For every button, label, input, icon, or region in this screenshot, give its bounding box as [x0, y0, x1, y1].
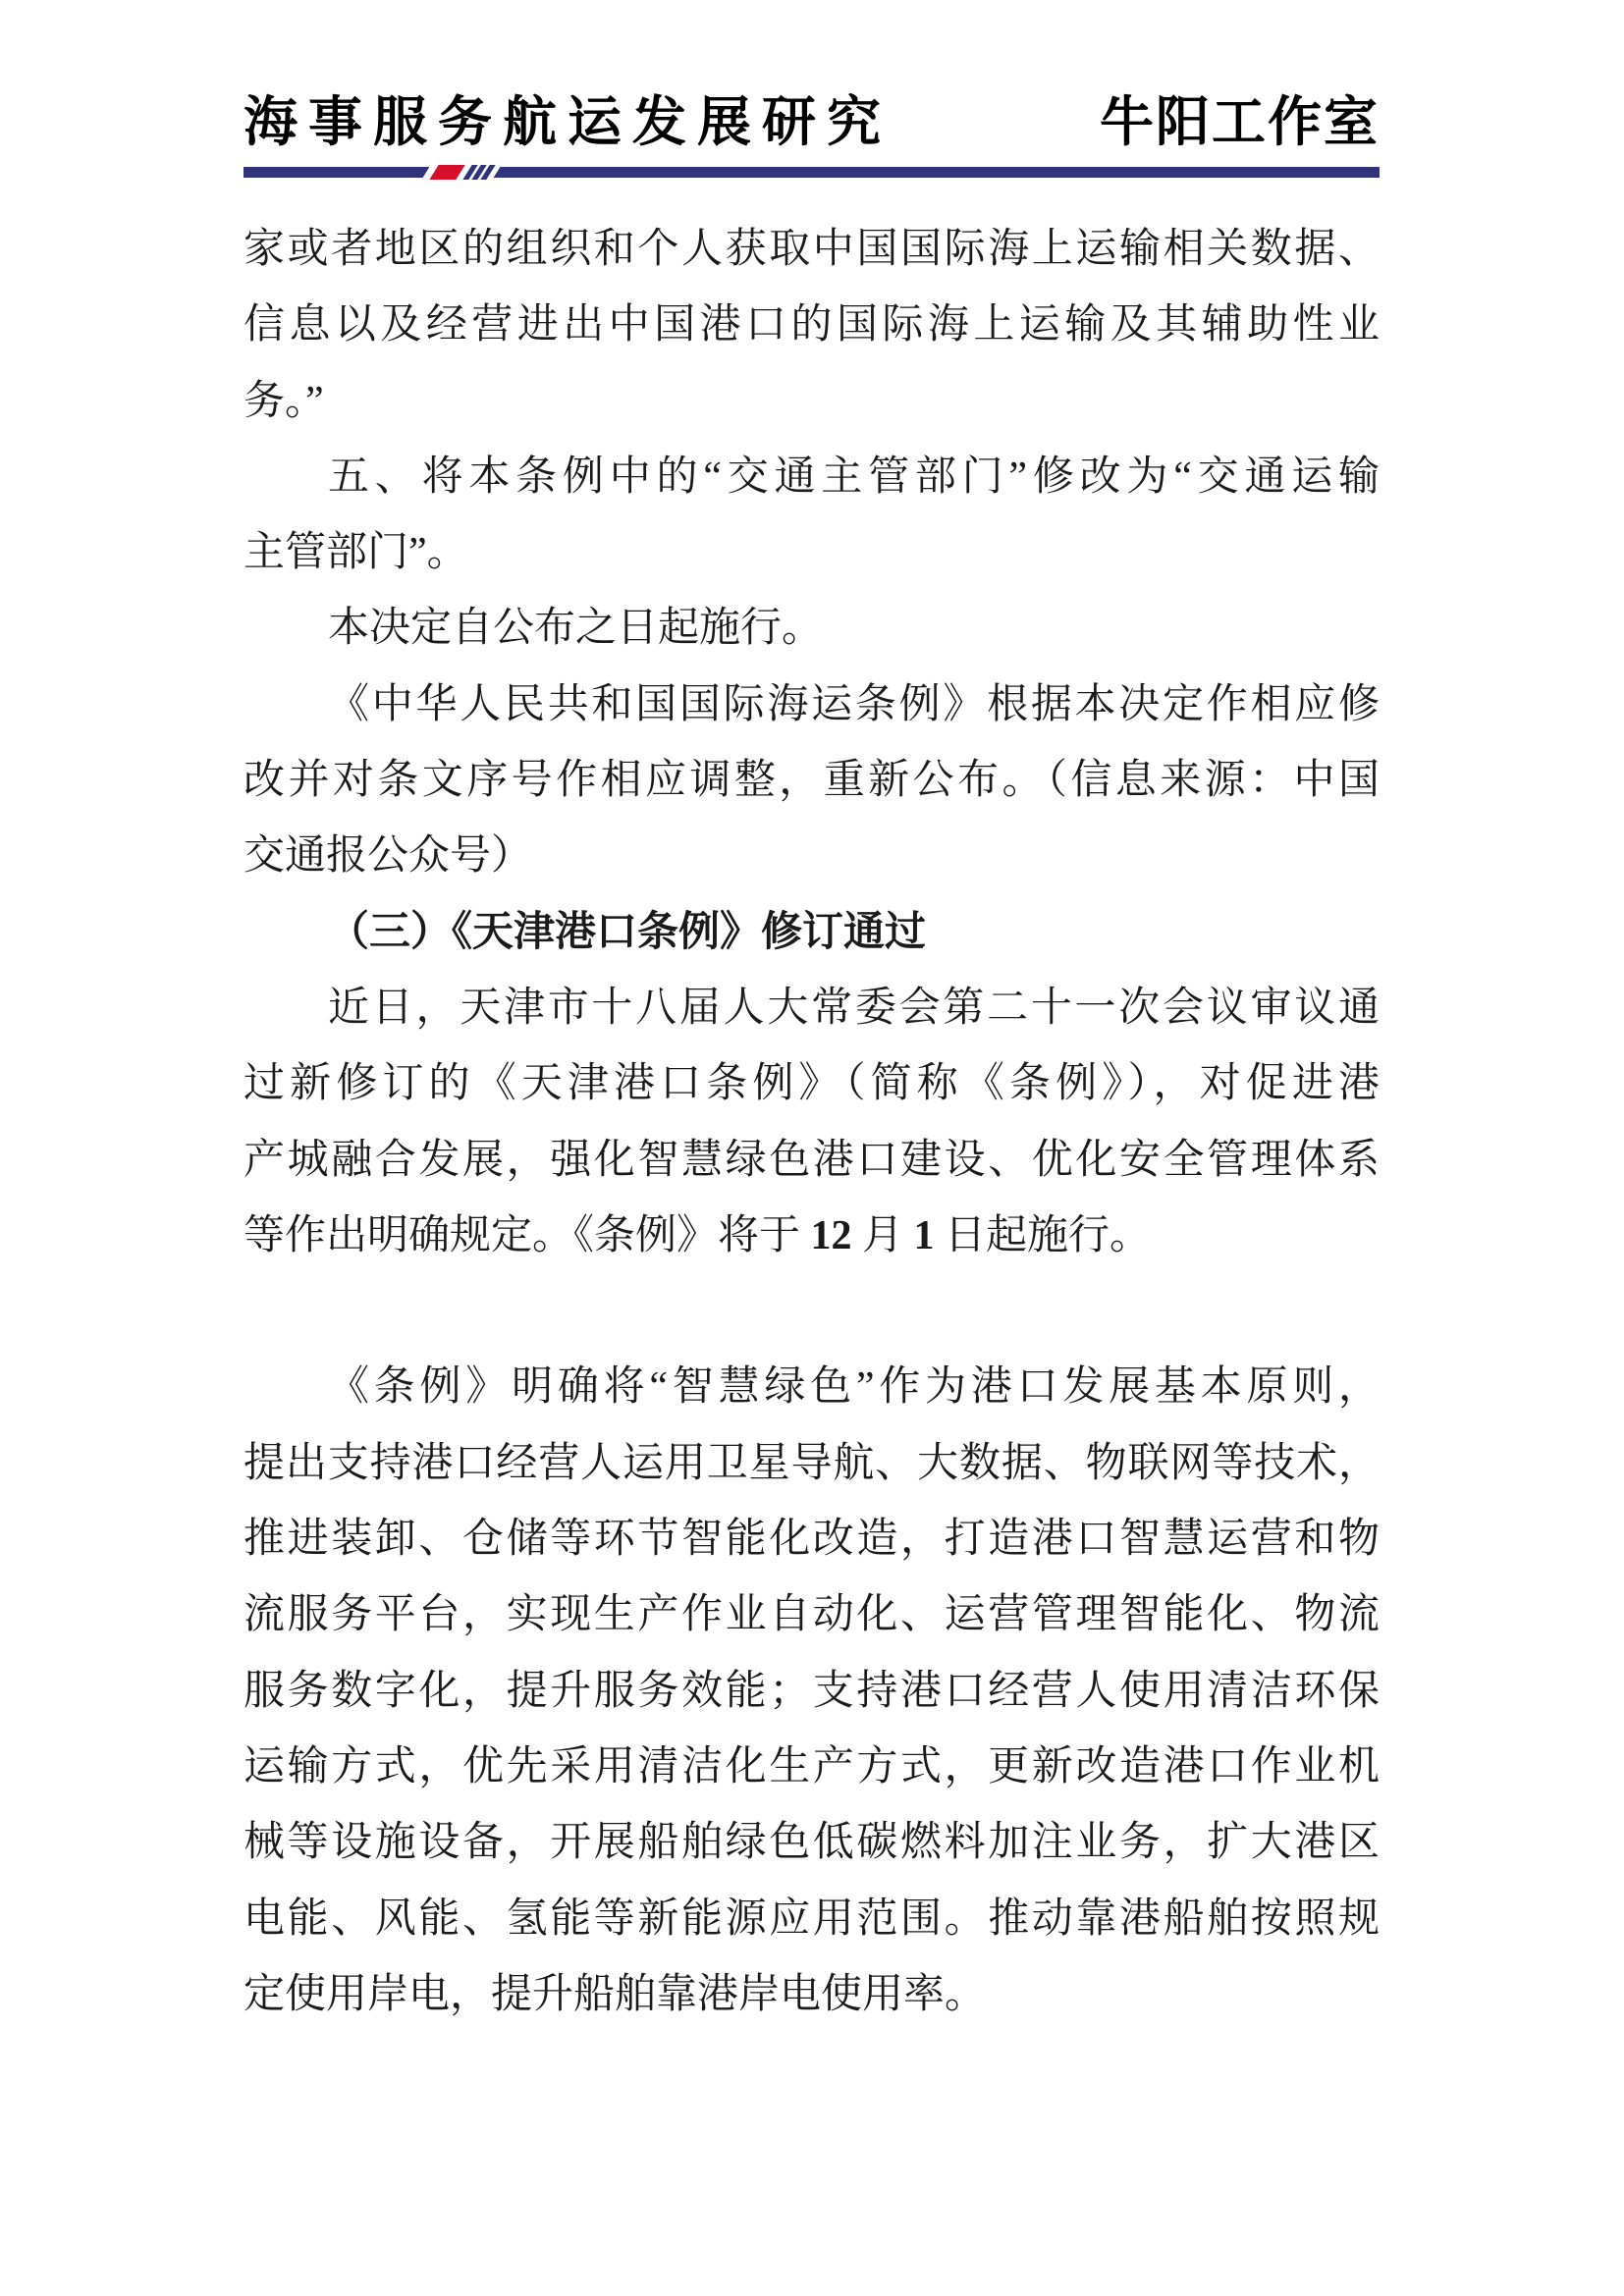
text-segment: 日起施行。: [934, 1212, 1152, 1258]
text-line: （三）《天津港口条例》修订通过: [328, 909, 927, 955]
text-line: 五、将本条例中的“交通主管部门”修改为“交通运输: [328, 454, 1380, 500]
text-line: 信息以及经营进出中国港口的国际海上运输及其辅助性业: [244, 302, 1380, 348]
text-line: 主管部门”。: [244, 530, 468, 576]
bold-number: 1: [913, 1212, 935, 1258]
text-line: 《中华人民共和国国际海运条例》根据本决定作相应修: [328, 681, 1380, 727]
text-line: 过新修订的《天津港口条例》（简称《条例》），对促进港: [244, 1061, 1380, 1107]
text-line: 推进装卸、仓储等环节智能化改造，打造港口智慧运营和物: [244, 1517, 1380, 1563]
text-segment: 等作出明确规定。《条例》将于: [244, 1212, 811, 1258]
text-line: 服务数字化，提升服务效能；支持港口经营人使用清洁环保: [244, 1668, 1380, 1714]
header-left-title: 海事服务航运发展研究: [244, 91, 893, 152]
text-line: [244, 1199, 1380, 1274]
text-line: 务。”: [244, 378, 324, 424]
text-line: 改并对条文序号作相应调整，重新公布。（信息来源：中国: [244, 758, 1380, 804]
text-line: 交通报公众号）: [244, 833, 533, 880]
page-header: [244, 90, 1380, 153]
text-line: 提出支持港口经营人运用卫星导航、大数据、物联网等技术，: [244, 1440, 1380, 1486]
header-rule: [244, 167, 1380, 178]
header-rule-bar: [244, 167, 1380, 178]
header-right-title: 牛阳工作室: [1099, 91, 1380, 152]
text-line: 运输方式，优先采用清洁化生产方式，更新改造港口作业机: [244, 1743, 1380, 1789]
text-line: 本决定自公布之日起施行。: [328, 606, 824, 652]
bold-number: 12: [810, 1212, 852, 1258]
text-line: 械等设施设备，开展船舶绿色低碳燃料加注业务，扩大港区: [244, 1820, 1380, 1866]
text-line: 产城融合发展，强化智慧绿色港口建设、优化安全管理体系: [244, 1137, 1380, 1183]
text-line: 电能、风能、氢能等新能源应用范围。推动靠港船舶按照规: [244, 1896, 1380, 1942]
text-line: 定使用岸电，提升船舶靠港岸电使用率。: [244, 1971, 987, 2017]
text-line: 流服务平台，实现生产作业自动化、运营管理智能化、物流: [244, 1592, 1380, 1638]
text-line: 家或者地区的组织和个人获取中国国际海上运输相关数据、: [244, 227, 1380, 272]
blank-line: [244, 1274, 1380, 1350]
text-line: 《条例》明确将“智慧绿色”作为港口发展基本原则，: [328, 1364, 1380, 1411]
text-segment: 月: [851, 1212, 914, 1258]
document-body: [244, 212, 1380, 2033]
text-line: 近日，天津市十八届人大常委会第二十一次会议审议通: [328, 985, 1380, 1031]
